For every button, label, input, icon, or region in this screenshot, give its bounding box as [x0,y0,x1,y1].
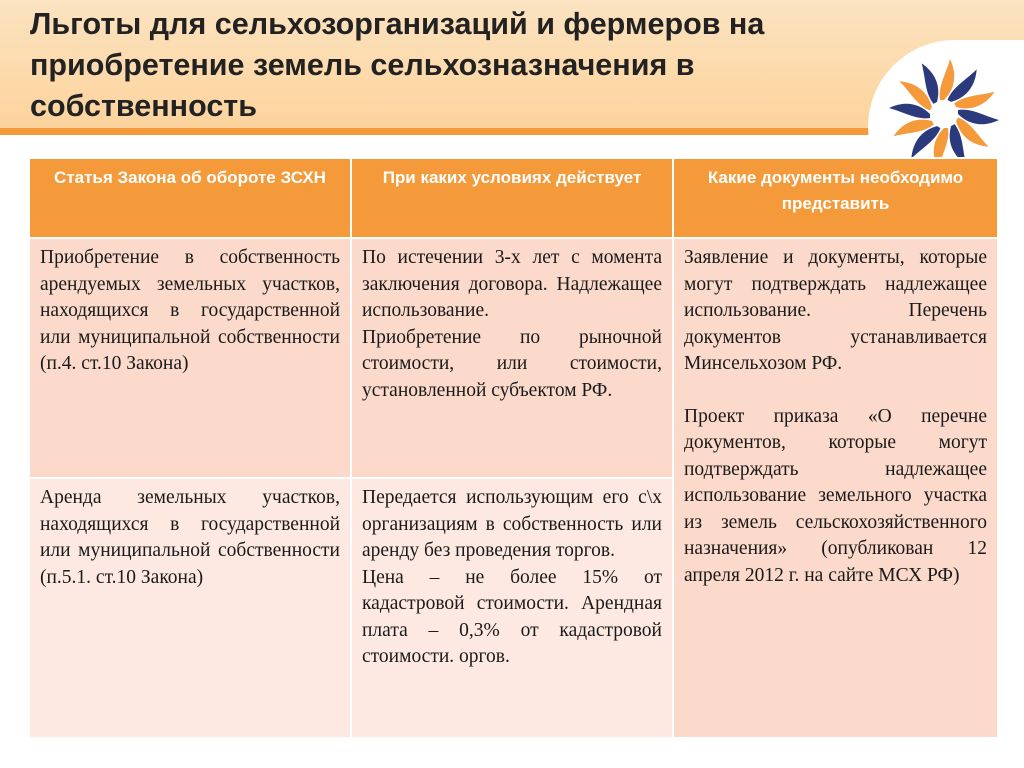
header-article: Статья Закона об обороте ЗСХН [29,158,351,238]
article-text: Приобретение в собственность арендуемых земельных участков, находящихся в государственной или муниципальной собственности (п.4. ст.10 Закона) [40,247,340,374]
documents-text: Заявление и документы, которые могут подтверждать надлежащее использование. Перечень документов устанавливается Минсельхозом РФ. [684,247,987,374]
header-documents: Какие документы необходимо представить [673,158,998,238]
condition-text: Цена – не более 15% от кадастровой стоимости. Арендная плата – 0,3% от кадастровой стоимости. оргов. [362,566,662,667]
table-row [29,238,998,478]
condition-text: Передается использующим его с\х организациям в собственность или аренду без проведения торгов. [362,487,662,561]
benefits-table [28,157,999,739]
cell-article [29,238,351,478]
cell-documents [673,238,998,738]
table-header-row [29,158,998,238]
condition-text: Приобретение по рыночной стоимости, или стоимости, установленной субъектом РФ. [362,326,662,401]
sun-logo-icon [884,54,1004,174]
header-conditions: При каких условиях действует [351,158,673,238]
article-text: Аренда земельных участков, находящихся в государственной или муниципальной собственности (п.5.1. ст.10 Закона) [40,487,340,588]
cell-article [29,478,351,738]
condition-text: По истечении 3-х лет с момента заключения договора. Надлежащее использование. [362,247,662,321]
documents-text: Проект приказа «О перечне документов, которые могут подтверждать надлежащее использование земельного участка из земель сельскохозяйственного назначения» (опубликован 12 апреля 2012 г. на сайте МСХ РФ) [684,405,987,586]
cell-conditions [351,238,673,478]
cell-conditions [351,478,673,738]
slide-title: Льготы для сельхозорганизаций и фермеров на приобретение земель сельхозназначения в собственность [30,7,765,123]
